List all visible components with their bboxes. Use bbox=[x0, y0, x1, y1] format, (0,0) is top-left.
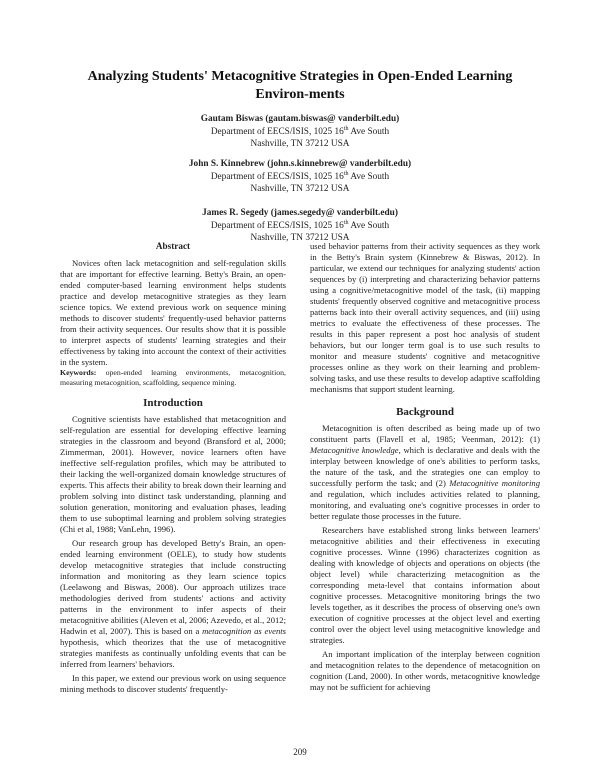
author-name: John S. Kinnebrew (john.s.kinnebrew@ vanderbilt.edu) bbox=[188, 159, 412, 169]
keywords-label: Keywords: bbox=[60, 368, 97, 377]
background-paragraph: Researchers have established strong links between learners' metacognitive abilities and their effectiveness in executing cognitive processes. Winne (1996) characterizes cognition as dealing with knowledge of objects and operations on objects (the object level) while characterizing metacognition as the corresponding meta-level that contains information about cognitive processes. Metacognitive monitoring brings the two levels together, as it describes the process of observing one's own execution of cognitive processes at the object level and exerting control over the object level using metacognitive knowledge and strategies. bbox=[310, 525, 540, 645]
left-column bbox=[60, 241, 286, 695]
abstract-heading: Abstract bbox=[155, 241, 191, 251]
author-name: James R. Segedy (james.segedy@ vanderbilt.edu) bbox=[202, 208, 398, 218]
author-department: Department of EECS/ISIS, 1025 16th Ave South bbox=[210, 170, 390, 182]
keywords bbox=[60, 368, 286, 388]
author-city: Nashville, TN 37212 USA bbox=[250, 233, 350, 243]
body-paragraph: used behavior patterns from their activity sequences as they work in the Betty's Brain system (Kinnebrew & Biswas, 2012). In particular, we extend our techniques for analyzing students' action sequences by (i) interpreting and characterizing behavior patterns using a cognitive/metacognitive model of the task, (ii) mapping students' frequently observed cognitive and metacognitive process patterns back into their overall activity sequences, and (iii) using metrics to evaluate the effectiveness of these processes. The results in this paper represent a post hoc analysis of student behaviors, but our longer term goal is to use such results to monitor and measure students' cognitive and metacognitive processes online as they work on their learning and problem-solving tasks, and use these results to develop adaptive scaffolding mechanisms that support student learning. bbox=[310, 241, 540, 394]
right-column bbox=[310, 241, 540, 693]
background-paragraph: Metacognition is often described as being made up of two constituent parts (Flavell et al, 1985; Veenman, 2012): (1) Metacognitive knowledge, which is declarative and deals with the interplay between knowledge of one's abilities to perform tasks, the nature of the task, and the strategies one can employ to successfully perform the task; and (2) Metacognitive monitoring and regulation, which includes activities related to planning, monitoring, and evaluating one's cognitive processes in order to better regulate those processes in the future. bbox=[310, 423, 540, 521]
background-heading: Background bbox=[396, 406, 454, 418]
page-number: 209 bbox=[293, 747, 307, 757]
introduction-heading: Introduction bbox=[143, 397, 203, 409]
keywords-text: open-ended learning environments, metacognition, measuring metacognition, scaffolding, sequence mining. bbox=[60, 368, 286, 387]
author-block-2 bbox=[0, 158, 600, 196]
author-block-1 bbox=[0, 113, 600, 151]
paper-title: Analyzing Students' Metacognitive Strategies in Open-Ended Learning Environ-ments bbox=[87, 69, 513, 102]
introduction-paragraph: Cognitive scientists have established that metacognition and self-regulation are essential for developing effective learning strategies in the classroom and beyond (Bransford et al, 2000; Zimmerman, 2001). However, novice learners often have ineffective self-regulation profiles, which may be attributed to their lacking the well-organized domain knowledge structures of experts. This affects their ability to break down their learning and problem solving into distinct task understanding, planning and solution generation, monitoring and evaluation phases, leading them to use suboptimal learning and problem solving strategies (Chi et al, 1988; VanLehn, 1996). bbox=[60, 414, 286, 534]
author-name: Gautam Biswas (gautam.biswas@ vanderbilt.edu) bbox=[200, 114, 400, 124]
author-city: Nashville, TN 37212 USA bbox=[250, 184, 350, 194]
introduction-paragraph: In this paper, we extend our previous work on using sequence mining methods to discover students' frequently- bbox=[60, 673, 286, 694]
background-paragraph: An important implication of the interplay between cognition and metacognition relates to the dependence of metacognition on cognition (Land, 2000). In other words, metacognitive knowledge may not be sufficient for achieving bbox=[310, 649, 540, 692]
author-department: Department of EECS/ISIS, 1025 16th Ave South bbox=[210, 125, 390, 137]
author-city: Nashville, TN 37212 USA bbox=[250, 139, 350, 149]
author-block-3 bbox=[0, 207, 600, 245]
author-department: Department of EECS/ISIS, 1025 16th Ave South bbox=[210, 219, 390, 231]
abstract-text: Novices often lack metacognition and self-regulation skills that are important for effective learning. Betty's Brain, an open-ended computer-based learning environment helps students practice and develop metacognitive strategies as they learn science topics. We extend previous work on sequence mining methods to discover students' frequently-used behavior patterns from their activity sequences. Our results show that it is possible to interpret aspects of students' learning strategies and their effectiveness by taking into account the context of their activities in the system. bbox=[60, 258, 286, 367]
introduction-paragraph: Our research group has developed Betty's Brain, an open-ended learning environment (OELE), to study how students develop metacognitive strategies that include constructing information and monitoring as they learn science topics (Leelawong and Biswas, 2008). Our approach utilizes trace methodologies derived from students' actions and activity patterns in the environment to infer aspects of their metacognitive abilities (Aleven et al, 2006; Azevedo, et al., 2012; Hadwin et al, 2007). This is based on a metacognition as events hypothesis, which theorizes that the use of metacognitive strategies manifests as continually unfolding events that can be inferred from learners' behaviors. bbox=[60, 538, 286, 669]
